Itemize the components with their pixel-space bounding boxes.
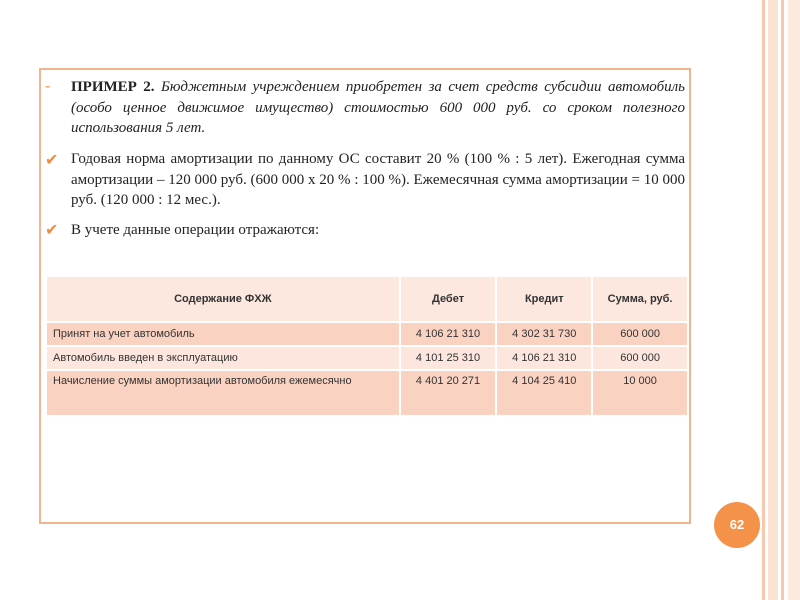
table-row [46, 346, 688, 370]
column-header: Сумма, руб. [592, 276, 688, 322]
table-row [46, 322, 688, 346]
example-text: Бюджетным учреждением приобретен за счет средств субсидии автомобиль (особо ценное движимое имущество) стоимостью 600 000 руб. со сроком полезного использования 5 лет. [71, 79, 686, 136]
decor-stripe [781, 0, 784, 600]
table-cell: 4 106 21 310 [496, 346, 592, 370]
content-frame [39, 68, 691, 524]
table-cell: Автомобиль введен в эксплуатацию [46, 346, 400, 370]
decor-stripe [762, 0, 765, 600]
checkmark-icon: ✔ [45, 150, 59, 169]
checkmark-icon: ✔ [45, 220, 59, 239]
decor-stripe [788, 0, 800, 600]
bullet-amortization: Годовая норма амортизации по данному ОС составит 20 % (100 % : 5 лет). Ежегодная сумма амортизации – 120 000 руб. (600 000 х 20 % : 100 %). Ежемесячная сумма амортизации = 10 000 руб. (120 000 : 12 мес.). [71, 151, 685, 208]
table-cell: 600 000 [592, 322, 688, 346]
table-cell: Начисление суммы амортизации автомобиля ежемесячно [46, 370, 400, 416]
column-header: Кредит [496, 276, 592, 322]
table-cell: 600 000 [592, 346, 688, 370]
table-cell: 4 106 21 310 [400, 322, 497, 346]
table-cell: 4 101 25 310 [400, 346, 497, 370]
table-cell: 10 000 [592, 370, 688, 416]
example-lead: ПРИМЕР 2. [71, 79, 155, 95]
table-row [46, 370, 688, 416]
operations-table [45, 275, 689, 417]
table-cell: 4 302 31 730 [496, 322, 592, 346]
bullet-operations: В учете данные операции отражаются: [71, 222, 320, 238]
decor-stripe [768, 0, 778, 600]
table-header-row [46, 276, 688, 322]
dash-bullet-icon: - [45, 77, 51, 95]
table-cell: Принят на учет автомобиль [46, 322, 400, 346]
table-cell: 4 401 20 271 [400, 370, 497, 416]
table-cell: 4 104 25 410 [496, 370, 592, 416]
column-header: Дебет [400, 276, 497, 322]
column-header: Содержание ФХЖ [46, 276, 400, 322]
page-number-badge: 62 [714, 502, 760, 548]
bullet-example [71, 77, 685, 139]
